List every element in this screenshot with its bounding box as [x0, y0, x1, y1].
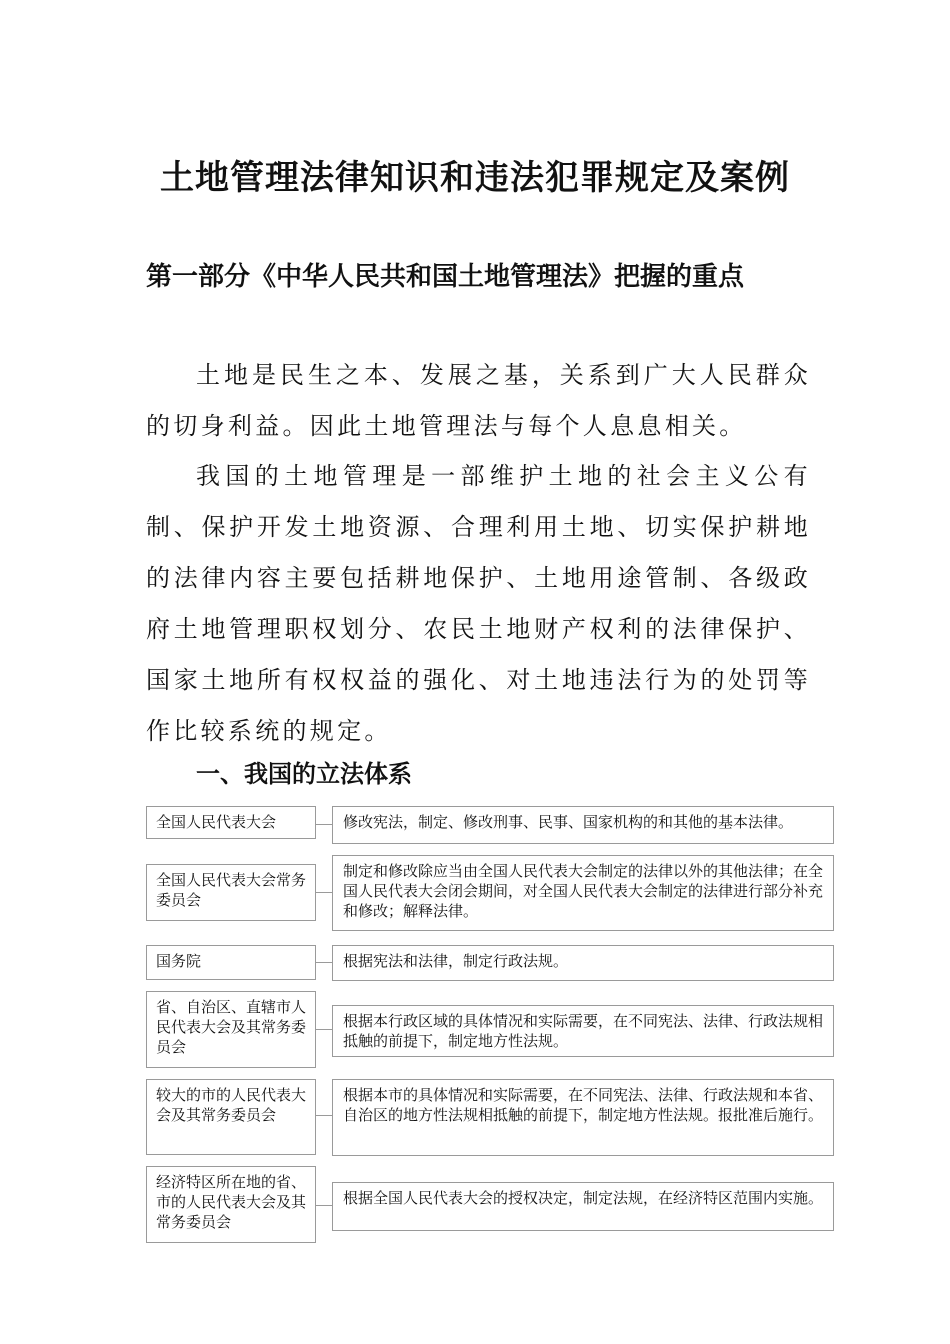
body-box-state-council: 国务院	[146, 945, 316, 980]
intro-paragraph: 土地是民生之本、发展之基，关系到广大人民群众的切身利益。因此土地管理法与每个人息息相关。	[146, 361, 811, 440]
land-law-paragraph: 我国的土地管理是一部维护土地的社会主义公有制、保护开发土地资源、合理利用土地、切实保护耕地的法律内容主要包括耕地保护、土地用途管制、各级政府土地管理职权划分、农民土地财产权利的法律保护、国家土地所有权权益的强化、对土地违法行为的处罚等作比较系统的规定。	[146, 462, 811, 745]
connector-line	[316, 1029, 332, 1030]
body-box-provincial-congress: 省、自治区、直辖市人民代表大会及其常务委员会	[146, 991, 316, 1068]
connector-line	[316, 892, 332, 893]
body-box-npc-standing-committee: 全国人民代表大会常务委员会	[146, 864, 316, 921]
power-box-state-council: 根据宪法和法律，制定行政法规。	[332, 945, 834, 981]
connector-line	[316, 1115, 332, 1116]
legislation-subheading: 一、我国的立法体系	[196, 759, 412, 788]
body-box-larger-city-congress: 较大的市的人民代表大会及其常务委员会	[146, 1079, 316, 1155]
connector-line	[316, 824, 332, 825]
connector-line	[316, 962, 332, 963]
power-box-npc-standing-committee: 制定和修改除应当由全国人民代表大会制定的法律以外的其他法律；在全国人民代表大会闭会期间，对全国人民代表大会制定的法律进行部分补充和修改；解释法律。	[332, 855, 834, 931]
power-box-provincial-congress: 根据本行政区域的具体情况和实际需要，在不同宪法、法律、行政法规相抵触的前提下，制定地方性法规。	[332, 1005, 834, 1057]
power-box-npc: 修改宪法，制定、修改刑事、民事、国家机构的和其他的基本法律。	[332, 806, 834, 844]
body-box-npc: 全国人民代表大会	[146, 806, 316, 839]
section-heading: 第一部分《中华人民共和国土地管理法》把握的重点	[146, 262, 745, 292]
connector-line	[316, 1205, 332, 1206]
power-box-larger-city-congress: 根据本市的具体情况和实际需要，在不同宪法、法律、行政法规和本省、自治区的地方性法规相抵触的前提下，制定地方性法规。报批准后施行。	[332, 1079, 834, 1156]
power-box-sez-congress: 根据全国人民代表大会的授权决定，制定法规，在经济特区范围内实施。	[332, 1182, 834, 1231]
document-title: 土地管理法律知识和违法犯罪规定及案例	[160, 158, 790, 198]
body-box-sez-congress: 经济特区所在地的省、市的人民代表大会及其常务委员会	[146, 1166, 316, 1243]
